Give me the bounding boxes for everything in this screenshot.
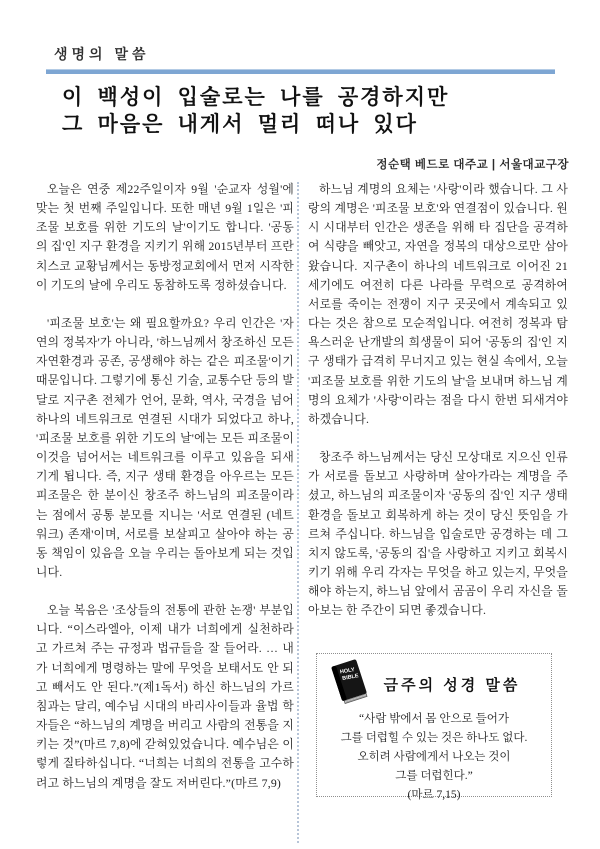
page-title	[62, 84, 449, 138]
section-label: 생명의 말씀	[54, 46, 150, 62]
verse-line: “사람 밖에서 몸 안으로 들어가	[359, 713, 509, 725]
title-line-2: 그 마음은 내게서 멀리 떠나 있다	[62, 112, 418, 136]
column-divider	[297, 182, 299, 843]
verse-line: 그를 더럽힐 수 있는 것은 하나도 없다.	[340, 732, 528, 744]
verse-line: 오히려 사람에게서 나오는 것이	[357, 751, 511, 763]
svg-text:HOLY: HOLY	[339, 667, 356, 676]
paragraph: 오늘 복음은 '조상들의 전통에 관한 논쟁' 부분입니다. “이스라엘아, 이제 내가 너희에게 실천하라고 가르쳐 주는 규정과 법규들을 잘 들어라. … 내가 너희에게 명령하는 말에 무엇을 보태서도 안 되고 빼서도 안 된다.”(제1독서) 하신 하느님의 가르침과는 달리, 예수님 시대의 바리사이들과 율법 학자들은 “하느님의 계명을 버리고 사람의 전통을 지키는 것”(마르 7,8)에 갇혀있었습니다. 예수님은 이렇게 질타하십니다. “너희는 너희의 전통을 고수하려고 하느님의 계명을 잘도 저버린다.”(마르 7,9)	[36, 603, 294, 790]
verse-box-heading: 금주의 성경 말씀	[383, 676, 521, 694]
right-column	[308, 180, 568, 639]
verse-box-header	[317, 654, 551, 708]
paragraph: 오늘은 연중 제22주일이자 9월 '순교자 성월'에 맞는 첫 번째 주일입니다. 또한 매년 9월 1일은 '피조물 보호를 위한 기도의 날'이기도 합니다. '공동의 집'인 지구 환경을 지키기 위해 2015년부터 프란치스코 교황님께서는 동방정교회에서 먼저 시작한 이 기도의 날에 우리도 동참하도록 정하셨습니다.	[36, 182, 294, 292]
verse-line: 그를 더럽힌다.”	[395, 770, 473, 782]
paragraph: 창조주 하느님께서는 당신 모상대로 지으신 인류가 서로를 돌보고 사랑하며 살아가라는 계명을 주셨고, 하느님의 피조물이자 '공동의 집'인 지구 생태 환경을 돌보고 회복하게 하는 것이 당신 뜻임을 가르쳐 주십니다. 하느님을 입술로만 공경하는 데 그치지 않도록, '공동의 집'을 사랑하고 지키고 회복시키기 위해 우리 각자는 무엇을 하고 있는지, 무엇을 해야 하는지, 하느님 앞에서 곰곰이 우리 자신을 돌아보는 한 주간이 되면 좋겠습니다.	[308, 450, 568, 618]
byline: 정순택 베드로 대주교 | 서울대교구장	[376, 159, 569, 171]
svg-text:BIBLE: BIBLE	[341, 673, 360, 682]
paragraph: '피조물 보호'는 왜 필요할까요? 우리 인간은 '자연의 정복자'가 아니라, '하느님께서 창조하신 모든 자연환경과 공존, 공생해야 하는 같은 피조물'이기 때문입니다. 그렇기에 통신 기술, 교통수단 등의 발달로 지구촌 전체가 언어, 문화, 역사, 국경을 넘어 하나의 네트워크로 연결된 시대가 되었다고 하나, '피조물 보호를 위한 기도의 날'에는 모든 피조물이 이것을 넘어서는 네트워크를 이루고 있음을 되새기게 됩니다. 즉, 지구 생태 환경을 아우르는 모든 피조물은 한 분이신 창조주 하느님의 피조물이라는 점에서 공통 분모를 지니는 '서로 연결된 (네트워크) 존재'이며, 서로를 보살피고 살아야 하는 공동 책임이 있음을 오늘 우리는 돌아보게 되는 것입니다.	[36, 315, 294, 579]
paragraph: 하느님 계명의 요체는 '사랑'이라 했습니다. 그 사랑의 계명은 '피조물 보호'와 연결점이 있습니다. 원시 시대부터 인간은 생존을 위해 타 집단을 공격하여 식량을 빼앗고, 자연을 정복의 대상으로만 삼아왔습니다. 지구촌이 하나의 네트워크로 이어진 21세기에도 여전히 다른 나라를 무력으로 공격하여 서로를 죽이는 전쟁이 지구 곳곳에서 계속되고 있다는 것은 참으로 모순적입니다. 여전히 정복과 탐욕스러운 난개발의 희생물이 되어 '공동의 집'인 지구 생태가 급격히 무너지고 있는 현실 속에서, 오늘 '피조물 보호를 위한 기도의 날'을 보내며 하느님 계명의 요체가 '사랑'이라는 점을 다시 한번 되새겨야 하겠습니다.	[308, 182, 568, 426]
header-rule	[46, 69, 555, 74]
title-line-1: 이 백성이 입술로는 나를 공경하지만	[62, 85, 450, 109]
left-column	[36, 180, 294, 812]
verse-text	[317, 710, 551, 805]
weekly-verse-box	[316, 653, 552, 801]
bible-icon	[329, 658, 371, 708]
verse-reference: (마르 7,15)	[407, 789, 461, 801]
